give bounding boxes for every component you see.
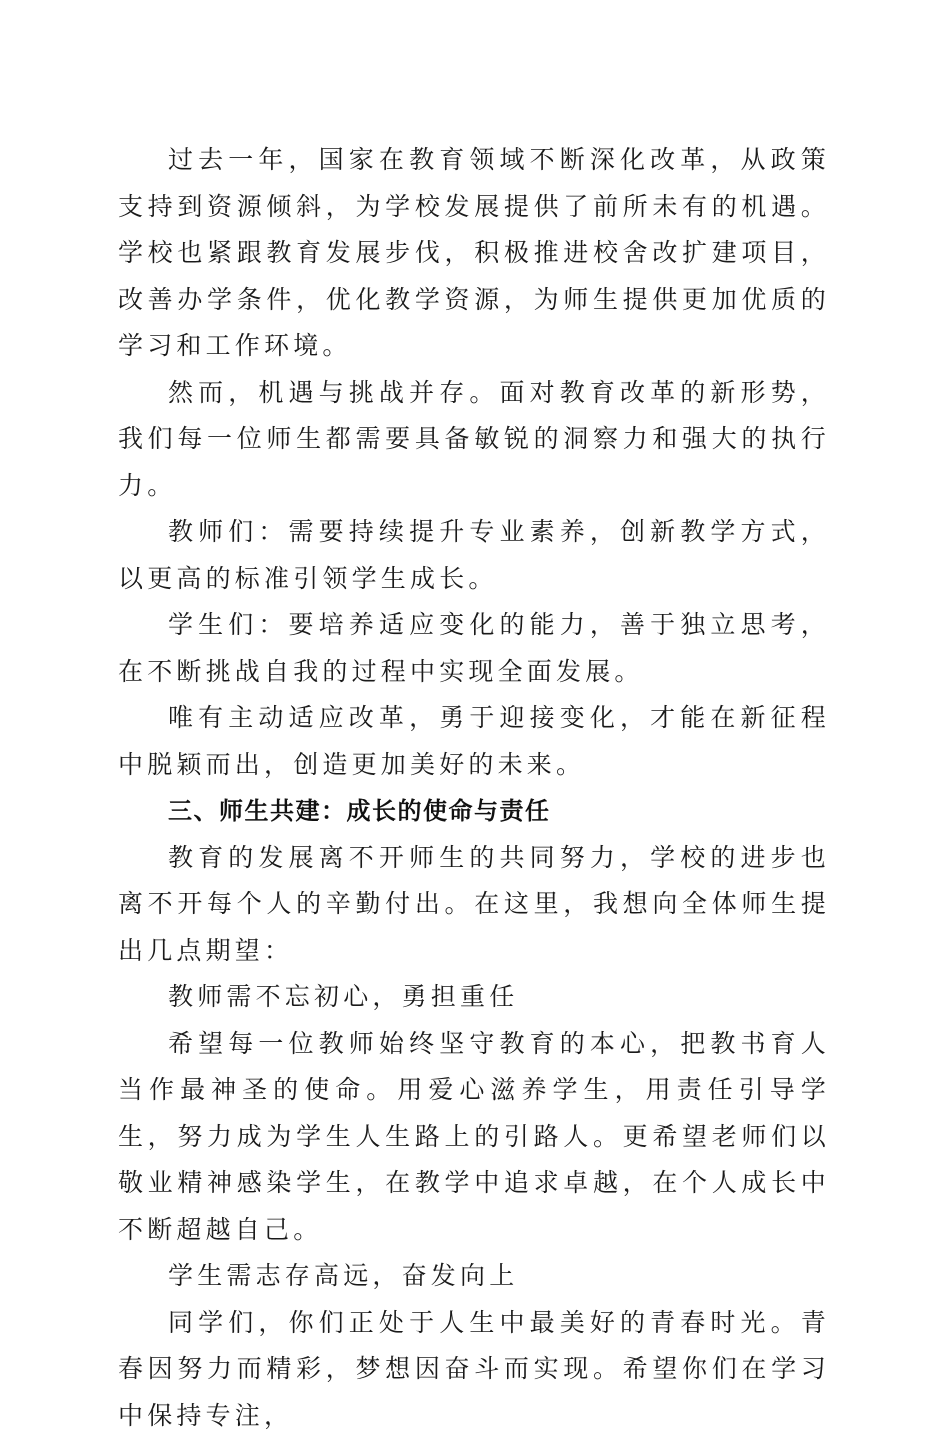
subheading-students: 学生需志存高远，奋发向上 bbox=[118, 1253, 830, 1300]
paragraph-challenges: 然而，机遇与挑战并存。面对教育改革的新形势，我们每一位师生都需要具备敏锐的洞察力和强大的执行力。 bbox=[118, 370, 830, 510]
paragraph-teachers: 教师们：需要持续提升专业素养，创新教学方式，以更高的标准引领学生成长。 bbox=[118, 509, 830, 602]
section-heading: 三、师生共建：成长的使命与责任 bbox=[118, 788, 830, 835]
paragraph-expectations-intro: 教育的发展离不开师生的共同努力，学校的进步也离不开每个人的辛勤付出。在这里，我想向全体师生提出几点期望： bbox=[118, 835, 830, 975]
subheading-teachers: 教师需不忘初心，勇担重任 bbox=[118, 974, 830, 1021]
paragraph-reform-opportunities: 过去一年，国家在教育领域不断深化改革，从政策支持到资源倾斜，为学校发展提供了前所未有的机遇。学校也紧跟教育发展步伐，积极推进校舍改扩建项目，改善办学条件，优化教学资源，为师生提供更加优质的学习和工作环境。 bbox=[118, 137, 830, 370]
paragraph-teacher-hopes: 希望每一位教师始终坚守教育的本心，把教书育人当作最神圣的使命。用爱心滋养学生，用责任引导学生，努力成为学生人生路上的引路人。更希望老师们以敬业精神感染学生，在教学中追求卓越，在个人成长中不断超越自己。 bbox=[118, 1021, 830, 1254]
document-body bbox=[118, 137, 830, 1439]
paragraph-students: 学生们：要培养适应变化的能力，善于独立思考，在不断挑战自我的过程中实现全面发展。 bbox=[118, 602, 830, 695]
paragraph-adapt-to-reform: 唯有主动适应改革，勇于迎接变化，才能在新征程中脱颖而出，创造更加美好的未来。 bbox=[118, 695, 830, 788]
paragraph-student-hopes: 同学们，你们正处于人生中最美好的青春时光。青春因努力而精彩，梦想因奋斗而实现。希望你们在学习中保持专注， bbox=[118, 1300, 830, 1439]
